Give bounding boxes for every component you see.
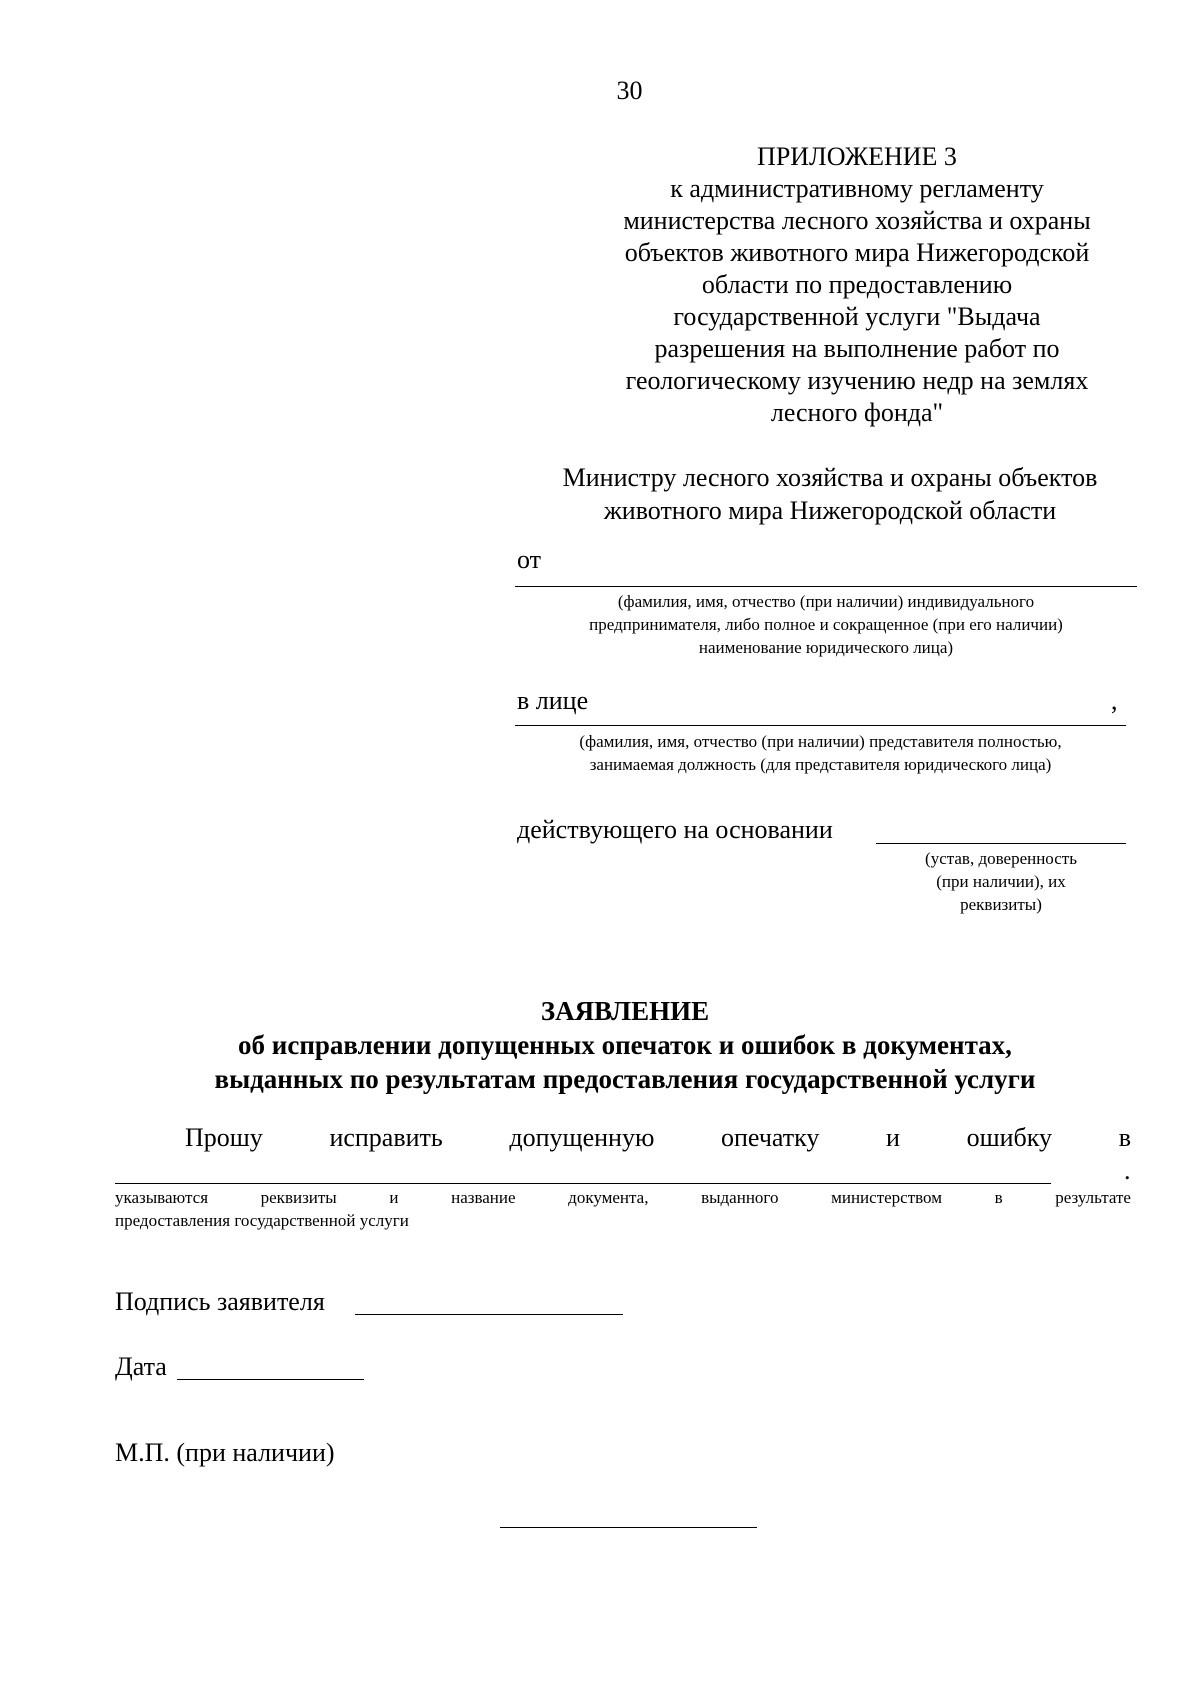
request-word: ошибку bbox=[966, 1123, 1053, 1152]
representative-note-line: (фамилия, имя, отчество (при наличии) представителя полностью, bbox=[579, 732, 1062, 751]
request-period: . bbox=[1124, 1156, 1131, 1185]
appendix-line: объектов животного мира Нижегородской bbox=[624, 238, 1090, 267]
request-note-word: в bbox=[994, 1188, 1003, 1207]
document-subtitle-line: об исправлении допущенных опечаток и ошибок в документах, bbox=[238, 1030, 1012, 1060]
appendix-block bbox=[586, 141, 1128, 429]
request-note-row bbox=[115, 1188, 1131, 1208]
request-note-word: документа, bbox=[568, 1188, 649, 1207]
request-note-word: министерством bbox=[831, 1188, 942, 1207]
request-word: в bbox=[1118, 1123, 1131, 1152]
from-input-line[interactable] bbox=[515, 586, 1137, 587]
request-word: и bbox=[886, 1123, 900, 1152]
from-note bbox=[515, 590, 1137, 659]
document-subtitle-line: выданных по результатам предоставления государственной услуги bbox=[214, 1064, 1036, 1094]
signature-label: Подпись заявителя bbox=[115, 1287, 325, 1316]
appendix-line: министерства лесного хозяйства и охраны bbox=[623, 206, 1091, 235]
request-word: исправить bbox=[329, 1123, 443, 1152]
request-note-word: указываются bbox=[115, 1188, 209, 1207]
addressee-line: Министру лесного хозяйства и охраны объектов bbox=[562, 463, 1098, 492]
basis-note bbox=[876, 847, 1126, 916]
request-input-line[interactable] bbox=[115, 1183, 1051, 1184]
representative-input-line[interactable] bbox=[515, 725, 1126, 726]
appendix-line: разрешения на выполнение работ по bbox=[654, 334, 1060, 363]
basis-label: действующего на основании bbox=[517, 815, 833, 844]
request-word: опечатку bbox=[721, 1123, 820, 1152]
document-heading: ЗАЯВЛЕНИЕ bbox=[540, 996, 710, 1026]
basis-input-line[interactable] bbox=[876, 843, 1126, 844]
request-note-word: результате bbox=[1055, 1188, 1131, 1207]
closing-divider bbox=[500, 1527, 757, 1528]
representative-note bbox=[515, 730, 1126, 776]
appendix-title: ПРИЛОЖЕНИЕ 3 bbox=[757, 142, 957, 171]
signature-input-line[interactable] bbox=[355, 1314, 623, 1315]
basis-note-line: (устав, доверенность bbox=[925, 849, 1077, 868]
from-note-line: предпринимателя, либо полное и сокращенное (при его наличии) bbox=[589, 615, 1063, 634]
request-word: допущенную bbox=[509, 1123, 655, 1152]
representative-note-line: занимаемая должность (для представителя юридического лица) bbox=[589, 755, 1052, 774]
basis-note-line: реквизиты) bbox=[960, 895, 1042, 914]
from-note-line: (фамилия, имя, отчество (при наличии) индивидуального bbox=[617, 592, 1035, 611]
request-text-row bbox=[185, 1123, 1131, 1153]
date-input-line[interactable] bbox=[177, 1379, 364, 1380]
addressee-line: животного мира Нижегородской области bbox=[603, 496, 1057, 525]
request-note-word: реквизиты bbox=[260, 1188, 337, 1207]
representative-comma: , bbox=[1111, 686, 1118, 715]
appendix-line: к административному регламенту bbox=[670, 174, 1044, 203]
appendix-line: лесного фонда" bbox=[770, 398, 944, 427]
seal-label: М.П. (при наличии) bbox=[115, 1438, 335, 1467]
from-label: от bbox=[517, 545, 542, 574]
addressee-block bbox=[520, 461, 1140, 527]
appendix-line: государственной услуги "Выдача bbox=[673, 302, 1041, 331]
request-note-word: и bbox=[389, 1188, 399, 1207]
from-note-line: наименование юридического лица) bbox=[698, 638, 954, 657]
date-label: Дата bbox=[115, 1352, 167, 1381]
document-title bbox=[0, 994, 1200, 1096]
basis-note-line: (при наличии), их bbox=[936, 872, 1066, 891]
representative-label: в лице bbox=[517, 686, 589, 715]
appendix-line: геологическому изучению недр на землях bbox=[625, 366, 1089, 395]
request-word: Прошу bbox=[185, 1123, 263, 1152]
request-note-word: название bbox=[451, 1188, 516, 1207]
request-note-line2: предоставления государственной услуги bbox=[115, 1211, 409, 1230]
page-number: 30 bbox=[616, 76, 643, 105]
request-note-word: выданного bbox=[701, 1188, 779, 1207]
appendix-line: области по предоставлению bbox=[701, 270, 1013, 299]
